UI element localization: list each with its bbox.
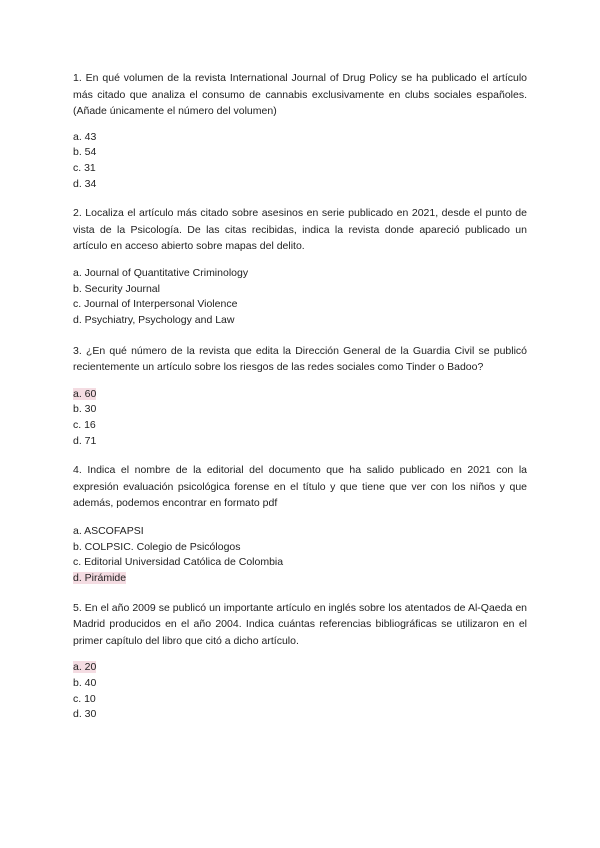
option-label: a. ASCOFAPSI [73,524,144,537]
option-b[interactable] [73,145,527,161]
question-text: 1. En qué volumen de la revista International Journal of Drug Policy se ha publicado el artículo más citado que analiza el consumo de cannabis exclusivamente en clubs sociales españoles. (Añade únicamente el número del volumen) [73,72,527,117]
option-label: b. 30 [73,403,97,416]
question-2 [73,205,527,328]
option-b[interactable] [73,676,527,692]
question-text: 5. En el año 2009 se publicó un importante artículo en inglés sobre los atentados de Al-Qaeda en Madrid producidos en el año 2004. Indica cuántas referencias bibliográficas se utilizaron en el primer capítulo del libro que citó a dicho artículo. [73,601,527,647]
option-label: a. 43 [73,130,97,143]
option-a[interactable] [73,387,527,403]
option-d[interactable] [73,707,527,723]
option-label: c. Editorial Universidad Católica de Colombia [73,556,284,569]
option-d[interactable] [73,571,527,587]
option-label: d. 30 [73,708,97,721]
option-label: d. 71 [73,434,97,447]
option-c[interactable] [73,555,527,571]
question-1 [73,70,527,192]
option-b[interactable] [73,540,527,556]
option-label-highlighted: a. 60 [73,387,97,400]
option-list [73,660,527,723]
option-label: c. 16 [73,419,96,432]
option-label: d. Psychiatry, Psychology and Law [73,313,235,326]
option-list [73,524,527,587]
option-b[interactable] [73,282,527,298]
option-label-highlighted: d. Pirámide [73,572,127,585]
option-d[interactable] [73,434,527,450]
option-a[interactable] [73,130,527,146]
question-text: 3. ¿En qué número de la revista que edita la Dirección General de la Guardia Civil se publicó recientemente un artículo sobre los riesgos de las redes sociales como Tinder o Badoo? [73,344,527,374]
option-label: b. 40 [73,676,97,689]
question-5 [73,600,527,723]
option-label: b. 54 [73,146,97,159]
option-label: d. 34 [73,177,97,190]
option-label-highlighted: a. 20 [73,661,97,674]
option-d[interactable] [73,313,527,329]
question-4 [73,462,527,586]
option-a[interactable] [73,524,527,540]
option-list [73,266,527,329]
option-a[interactable] [73,266,527,282]
option-c[interactable] [73,297,527,313]
option-c[interactable] [73,418,527,434]
option-list [73,387,527,450]
option-b[interactable] [73,402,527,418]
question-text: 4. Indica el nombre de la editorial del documento que ha salido publicado en 2021 con la expresión evaluación psicológica forense en el título y que tiene que ver con los niños y que además, podemos encontrar en formato pdf [73,464,527,510]
option-a[interactable] [73,660,527,676]
option-label: b. Security Journal [73,282,160,295]
option-label: c. 10 [73,692,96,705]
option-label: c. 31 [73,161,96,174]
option-list [73,130,527,193]
question-3 [73,343,527,450]
question-text: 2. Localiza el artículo más citado sobre asesinos en serie publicado en 2021, desde el punto de vista de la Psicología. De las citas recibidas, indica la revista donde apareció publicado un artículo en acceso abierto sobre mapas del delito. [73,207,527,253]
option-c[interactable] [73,692,527,708]
option-label: b. COLPSIC. Colegio de Psicólogos [73,540,241,553]
option-d[interactable] [73,177,527,193]
option-c[interactable] [73,161,527,177]
option-label: c. Journal of Interpersonal Violence [73,298,238,311]
option-label: a. Journal of Quantitative Criminology [73,266,249,279]
